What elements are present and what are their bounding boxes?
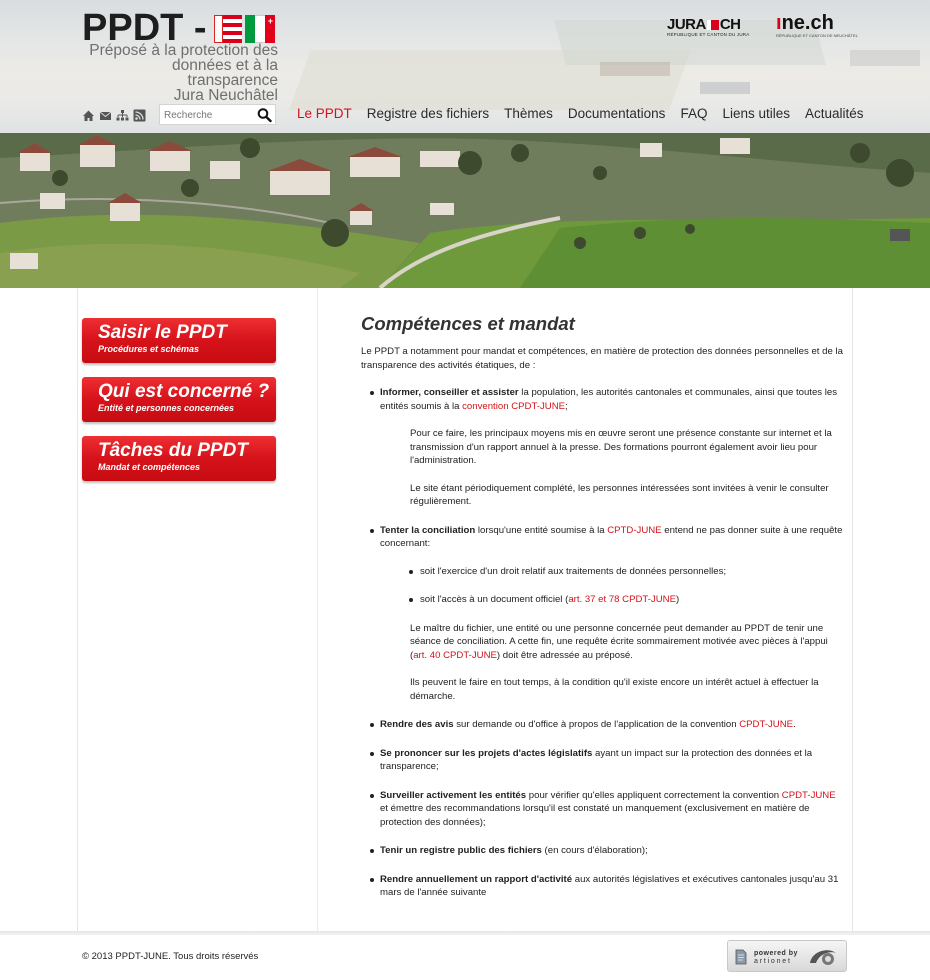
brand-subtitle bbox=[82, 43, 278, 103]
item-paragraph: Le site étant périodiquement complété, les personnes intéressées sont invitées à venir le consulter régulièrement. bbox=[410, 482, 829, 507]
side-button-title: Qui est concerné ? bbox=[98, 381, 270, 402]
item-text: entend ne pas donner suite à une requête concernant: bbox=[380, 524, 843, 549]
item-paragraph bbox=[380, 622, 845, 663]
saisir-le-ppdt-button[interactable] bbox=[82, 318, 276, 363]
mandate-list bbox=[361, 386, 845, 900]
search-box bbox=[159, 104, 276, 125]
frame-line bbox=[77, 288, 78, 931]
ne-logo-subtitle: RÉPUBLIQUE ET CANTON DE NEUCHÂTEL bbox=[776, 33, 858, 38]
item-heading: Tenter la conciliation bbox=[380, 524, 476, 536]
main-nav bbox=[297, 106, 864, 122]
search-icon[interactable] bbox=[257, 107, 272, 123]
sub-list-item bbox=[400, 593, 845, 607]
side-button-subtitle: Mandat et compétences bbox=[98, 462, 201, 472]
side-button-title: Saisir le PPDT bbox=[98, 322, 227, 343]
item-text: ; bbox=[565, 400, 568, 412]
canton-flags bbox=[214, 15, 275, 43]
jura-flag-icon bbox=[214, 15, 242, 43]
item-heading: Surveiller activement les entités bbox=[380, 789, 527, 801]
article-link[interactable]: art. 37 et 78 CPDT-JUNE bbox=[568, 594, 677, 605]
item-heading: Tenir un registre public des fichiers bbox=[380, 845, 542, 856]
page-title: Compétences et mandat bbox=[361, 313, 575, 334]
item-text: ayant un impact sur la protection des données et la transparence; bbox=[380, 747, 813, 772]
convention-link[interactable]: CPDT-JUNE bbox=[739, 719, 794, 730]
item-text: (en cours d'élaboration); bbox=[541, 845, 648, 856]
ne-logo-mark-icon: ı bbox=[776, 12, 782, 34]
rss-icon[interactable] bbox=[133, 109, 146, 122]
jura-mini-flag-icon bbox=[707, 20, 719, 30]
list-item bbox=[361, 718, 845, 732]
neuchatel-logo-link[interactable] bbox=[776, 14, 856, 38]
document-icon bbox=[734, 949, 748, 965]
artionet-label: artionet bbox=[754, 958, 792, 965]
side-button-subtitle: Procédures et schémas bbox=[98, 344, 200, 354]
brand-subtitle-line: données et à la transparence bbox=[171, 57, 278, 89]
list-item bbox=[361, 844, 845, 858]
site-header bbox=[0, 0, 930, 133]
convention-link[interactable]: CPDT-JUNE bbox=[781, 789, 836, 801]
brand-title[interactable]: PPDT - bbox=[82, 7, 207, 49]
item-heading: Se prononcer sur les projets d'actes législatifs bbox=[380, 747, 593, 759]
list-item bbox=[361, 789, 845, 830]
list-item bbox=[361, 873, 845, 900]
item-paragraph: Pour ce faire, les principaux moyens mis en œuvre seront une présence constante sur internet et la transmission d'un rapport annuel à la presse. Des formations pourront également avoir lieu pour l'administration. bbox=[410, 428, 832, 466]
site-brand[interactable] bbox=[82, 7, 282, 104]
list-item bbox=[361, 386, 845, 509]
item-paragraph: Ils peuvent le faire en tout temps, à la condition qu'il existe encore un intérêt actuel à effectuer la démarche. bbox=[410, 677, 819, 702]
brand-subtitle-line: Jura Neuchâtel bbox=[173, 87, 278, 104]
neuchatel-flag-icon: + bbox=[245, 15, 275, 43]
item-text: ) doit être adressée au préposé. bbox=[496, 649, 633, 661]
ne-logo-text: ne.ch bbox=[781, 12, 834, 34]
taches-du-ppdt-button[interactable] bbox=[82, 436, 276, 481]
nav-item-themes[interactable]: Thèmes bbox=[504, 106, 553, 121]
item-heading: Rendre annuellement un rapport d'activité bbox=[380, 873, 573, 885]
item-text: pour vérifier qu'elles appliquent correctement la convention bbox=[526, 789, 782, 801]
qui-est-concerne-button[interactable] bbox=[82, 377, 276, 422]
item-text: sur demande ou d'office à propos de l'application de la convention bbox=[453, 719, 740, 730]
item-text: lorsqu'une entité soumise à la bbox=[475, 524, 608, 536]
intro-paragraph: Le PPDT a notamment pour mandat et compétences, en matière de protection des données personnelles et de la transparence des activités étatiques, de : bbox=[361, 346, 843, 371]
side-button-title: Tâches du PPDT bbox=[98, 440, 248, 461]
brand-subtitle-line: Préposé à la protection des bbox=[89, 42, 278, 59]
item-text: . bbox=[793, 719, 796, 730]
search-input[interactable] bbox=[164, 107, 254, 123]
nav-item-le-ppdt[interactable]: Le PPDT bbox=[297, 106, 352, 121]
frame-line bbox=[317, 288, 318, 931]
sitemap-icon[interactable] bbox=[116, 109, 129, 122]
item-text: aux autorités législatives et exécutives cantonales jusqu'au 31 mars de l'année suivante bbox=[380, 873, 839, 898]
jura-logo-subtitle: RÉPUBLIQUE ET CANTON DU JURA bbox=[667, 32, 750, 37]
nav-item-faq[interactable]: FAQ bbox=[680, 106, 708, 121]
home-icon[interactable] bbox=[82, 109, 95, 122]
nav-item-registre[interactable]: Registre des fichiers bbox=[366, 106, 490, 121]
convention-link[interactable]: convention CPDT-JUNE bbox=[462, 400, 566, 412]
sub-list bbox=[380, 565, 845, 607]
jura-logo-text: JURA bbox=[667, 16, 706, 33]
item-text: et émettre des recommandations lorsqu'il est constaté un manquement (exclusivement en matière de protection des données); bbox=[380, 803, 810, 828]
item-text: Le maître du fichier, une entité ou une personne concernée peut demander au PPDT de tenir une séance de conciliation. A cette fin, une requête écrite sommairement motivée avec pièces à l'appui ( bbox=[410, 622, 828, 661]
item-heading: Informer, conseiller et assister bbox=[380, 387, 519, 398]
artionet-logo-icon bbox=[806, 945, 842, 967]
powered-by-artionet-link[interactable] bbox=[727, 940, 847, 972]
landscape-banner-image bbox=[0, 133, 930, 288]
frame-line bbox=[0, 931, 930, 935]
item-heading: Rendre des avis bbox=[380, 719, 454, 730]
item-text: soit l'accès à un document officiel ( bbox=[420, 594, 569, 605]
mail-icon[interactable] bbox=[99, 109, 112, 122]
frame-line bbox=[852, 288, 853, 931]
item-text: ) bbox=[676, 594, 680, 605]
nav-item-documentations[interactable]: Documentations bbox=[567, 106, 666, 121]
footer-copyright: © 2013 PPDT-JUNE. Tous droits réservés bbox=[82, 951, 259, 962]
item-text: la population, les autorités cantonales et communales, ainsi que toutes les entités soumis à la bbox=[380, 387, 838, 412]
main-content bbox=[361, 313, 845, 915]
nav-item-actualites[interactable]: Actualités bbox=[805, 106, 864, 121]
cptd-june-link[interactable]: CPTD-JUNE bbox=[607, 524, 662, 536]
utility-toolbar bbox=[82, 106, 146, 124]
powered-by-label: powered by bbox=[754, 950, 798, 957]
nav-item-liens-utiles[interactable]: Liens utiles bbox=[722, 106, 790, 121]
jura-logo-ch: CH bbox=[719, 16, 741, 33]
list-item bbox=[361, 524, 845, 704]
jura-logo-link[interactable] bbox=[667, 17, 753, 39]
list-item bbox=[361, 747, 845, 774]
sub-list-item: soit l'exercice d'un droit relatif aux traitements de données personnelles; bbox=[400, 565, 845, 579]
side-button-subtitle: Entité et personnes concernées bbox=[98, 403, 235, 413]
article-link[interactable]: art. 40 CPDT-JUNE bbox=[413, 649, 497, 661]
